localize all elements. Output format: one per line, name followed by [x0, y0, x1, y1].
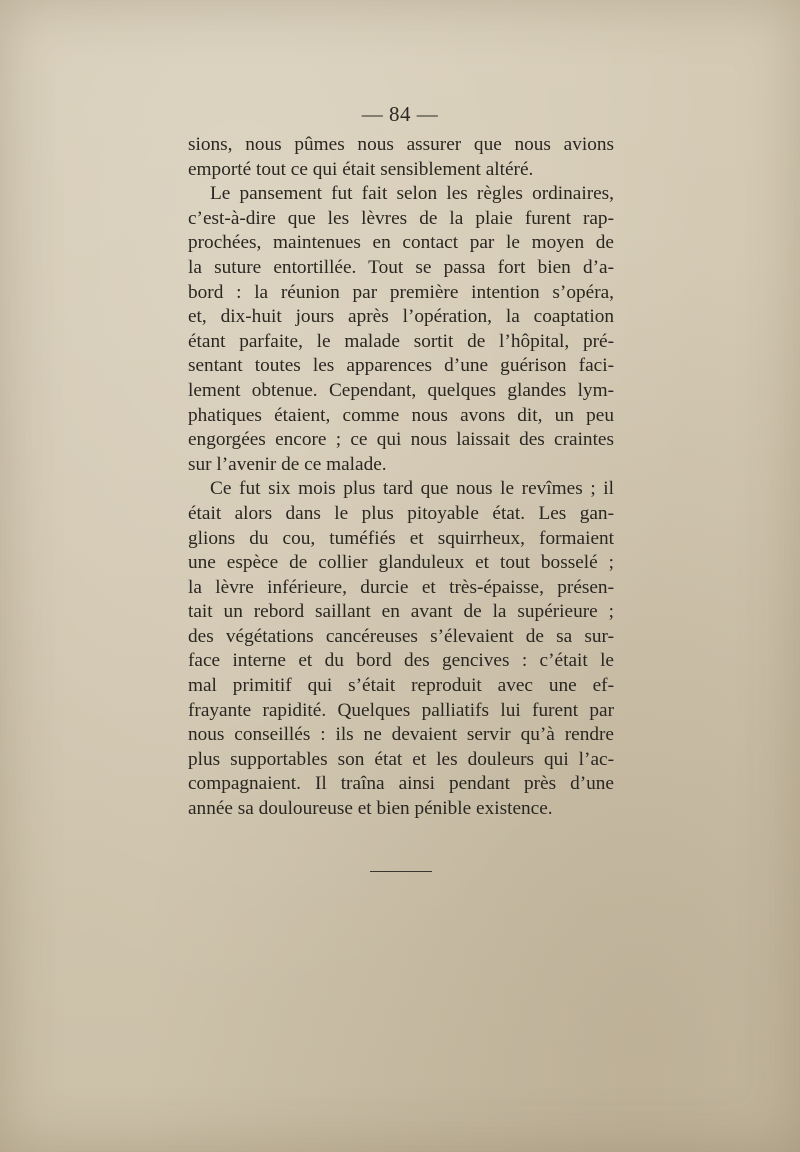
text-line: plus supportables son état et les douleurs qui l’ac- [188, 748, 614, 770]
text-line: des végétations cancéreuses s’élevaient de sa sur- [188, 625, 614, 647]
text-line: phatiques étaient, comme nous avons dit, un peu [188, 404, 614, 426]
text-line: nous conseillés : ils ne devaient servir qu’à rendre [188, 724, 614, 746]
text-line: Le pansement fut fait selon les règles ordinaires, [210, 183, 614, 205]
text-line: et, dix-huit jours après l’opération, la coaptation [188, 306, 614, 328]
text-line: Ce fut six mois plus tard que nous le revîmes ; il [210, 478, 614, 500]
section-divider [370, 871, 432, 872]
text-line: tait un rebord saillant en avant de la supérieure ; [188, 601, 614, 623]
text-line: étant parfaite, le malade sortit de l’hôpital, pré- [188, 330, 614, 352]
text-line: mal primitif qui s’était reproduit avec une ef- [188, 675, 614, 697]
body-text [188, 133, 614, 822]
text-line: emporté tout ce qui était sensiblement altéré. [188, 158, 534, 180]
text-line: bord : la réunion par première intention s’opéra, [188, 281, 614, 303]
text-line: la suture entortillée. Tout se passa fort bien d’a- [188, 256, 614, 278]
page-number: — 84 — [361, 102, 439, 126]
text-line: année sa douloureuse et bien pénible existence. [188, 798, 553, 820]
text-line: était alors dans le plus pitoyable état. Les gan- [188, 502, 614, 524]
text-line: glions du cou, tuméfiés et squirrheux, formaient [188, 527, 614, 549]
text-line: engorgées encore ; ce qui nous laissait des craintes [188, 429, 614, 451]
text-line: compagnaient. Il traîna ainsi pendant près d’une [188, 773, 614, 795]
text-line: sentant toutes les apparences d’une guérison faci- [188, 355, 614, 377]
text-line: c’est-à-dire que les lèvres de la plaie furent rap- [188, 207, 614, 229]
text-line: lement obtenue. Cependant, quelques glandes lym- [188, 379, 614, 401]
text-line: sur l’avenir de ce malade. [188, 453, 387, 475]
text-line: une espèce de collier glanduleux et tout bosselé ; [188, 552, 614, 574]
text-line: la lèvre inférieure, durcie et très-épaisse, présen- [188, 576, 614, 598]
text-line: prochées, maintenues en contact par le moyen de [188, 232, 614, 254]
text-line: sions, nous pûmes nous assurer que nous avions [188, 134, 614, 155]
text-line: face interne et du bord des gencives : c’était le [188, 650, 614, 672]
text-line: frayante rapidité. Quelques palliatifs lui furent par [188, 699, 614, 721]
